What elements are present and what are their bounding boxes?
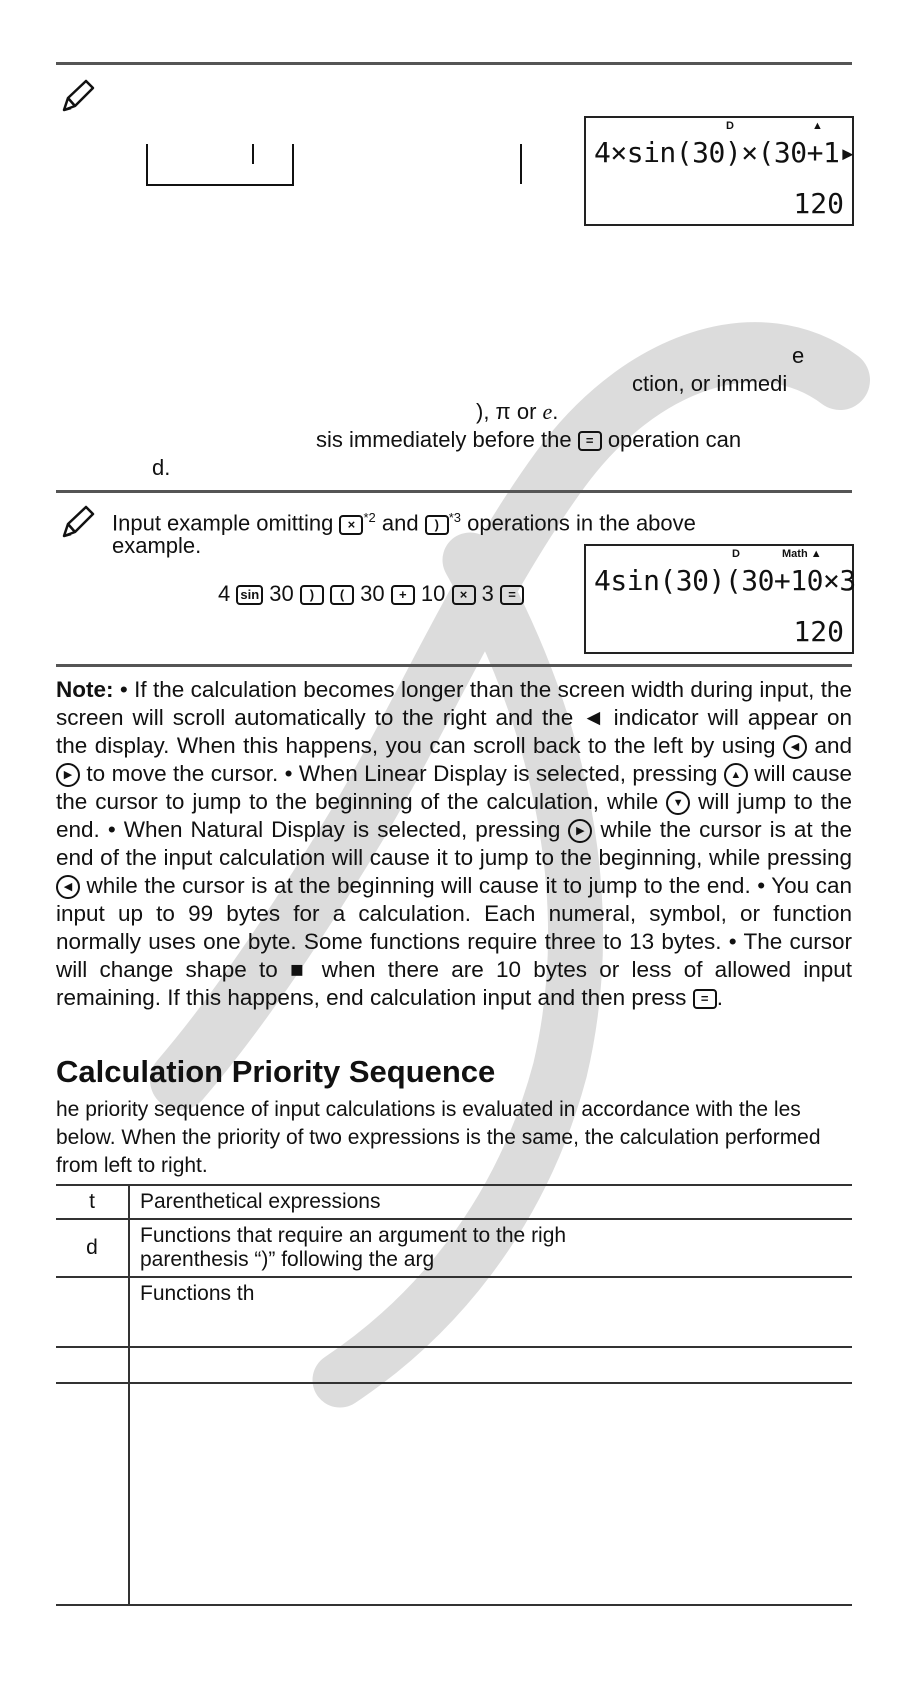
table-cell [129, 1383, 852, 1605]
note-rule [56, 664, 852, 667]
rparen-key: ) [425, 515, 449, 535]
table-row [56, 1383, 852, 1605]
table-cell: Functions th [129, 1277, 852, 1347]
lcd-display-1 [584, 116, 854, 226]
lcd-display-2 [584, 544, 854, 654]
rparen-key: ) [300, 585, 324, 605]
times-key: × [339, 515, 363, 535]
equals-key: = [693, 989, 717, 1009]
up-arrow-key: ▲ [724, 763, 748, 787]
lcd-result: 120 [793, 187, 844, 220]
table-cell [56, 1277, 129, 1347]
table-row [56, 1347, 852, 1383]
d-indicator: D [726, 120, 734, 132]
table-row [56, 1185, 852, 1219]
table-cell [56, 1347, 129, 1383]
example-line-2: example. [112, 533, 202, 558]
equals-key: = [500, 585, 524, 605]
sin-key: sin [236, 585, 263, 605]
left-arrow-key: ◀ [783, 735, 807, 759]
plus-key: + [391, 585, 415, 605]
example-rule [56, 490, 852, 493]
text-fragment: ction, or immedi [632, 371, 788, 396]
cell-divider [252, 144, 254, 164]
table-cell: Functions that require an argument to the righ parenthesis “)” following the arg [129, 1219, 852, 1277]
table-row [56, 1277, 852, 1347]
lcd-expression: 4sin(30)(30+10×3 [594, 564, 856, 597]
text-fragment: ), π or e. [476, 399, 559, 424]
math-indicator: Math ▲ [782, 548, 822, 560]
left-arrow-key: ◀ [56, 875, 80, 899]
key-sequence: 4 sin 30 ) ( 30 + 10 × 3 = [218, 580, 524, 608]
lcd-expression: 4×sin(30)×(30+1▸ [594, 136, 856, 169]
right-arrow-key: ▶ [568, 819, 592, 843]
table-cell [129, 1347, 852, 1383]
lparen-key: ( [330, 585, 354, 605]
table-cell: Parenthetical expressions [129, 1185, 852, 1219]
down-arrow-key: ▼ [666, 791, 690, 815]
top-rule [56, 62, 852, 65]
pencil-icon [60, 78, 96, 114]
text-fragment: d. [152, 455, 171, 480]
lcd-result: 120 [793, 615, 844, 648]
section-title: Calculation Priority Sequence [56, 1054, 496, 1089]
d-indicator: D [732, 548, 740, 560]
table-cell [56, 1383, 129, 1605]
times-key: × [452, 585, 476, 605]
table-cell: t [56, 1185, 129, 1219]
cell-fragment [146, 144, 294, 186]
equals-key: = [578, 431, 602, 451]
cell-divider [520, 144, 522, 184]
priority-table [56, 1184, 852, 1606]
example-line-1: Input example omitting × $^{*2}$ and ) $^{*3}$ operations in the above [112, 510, 696, 536]
pencil-icon [60, 504, 96, 540]
section-intro: he priority sequence of input calculations is evaluated in accordance with the les below. When the priority of two expressions is the same, the calculation performed from left to right. [56, 1098, 821, 1177]
text-fragment: sis immediately before the = operation can [316, 427, 742, 452]
note-paragraph: Note: • If the calculation becomes longer than the screen width during input, the screen will scroll automatically to the right and the ◄ indicator will appear on the display. When this happens, you can scroll back to the left by using ◀ and ▶ to move the cursor. • When Linear Display is selected, pressing ▲ will cause the cursor to jump to the beginning of the calculation, while ▼ will jump to the end. • When Natural Display is selected, pressing ▶ while the cursor is at the end of the input calculation will cause it to jump to the beginning, while pressing ◀ while the cursor is at the beginning will cause it to jump to the end. • You can input up to 99 bytes for a calculation. Each numeral, symbol, or function normally uses one byte. Some functions require three to 13 bytes. • The cursor will change shape to ■ when there are 10 bytes or less of allowed input remaining. If this happens, end calculation input and then press = . [56, 677, 852, 1010]
text-fragment: e [792, 343, 805, 368]
table-row [56, 1219, 852, 1277]
scroll-indicator: ▲ [812, 120, 823, 132]
right-arrow-key: ▶ [56, 763, 80, 787]
table-cell: d [56, 1219, 129, 1277]
